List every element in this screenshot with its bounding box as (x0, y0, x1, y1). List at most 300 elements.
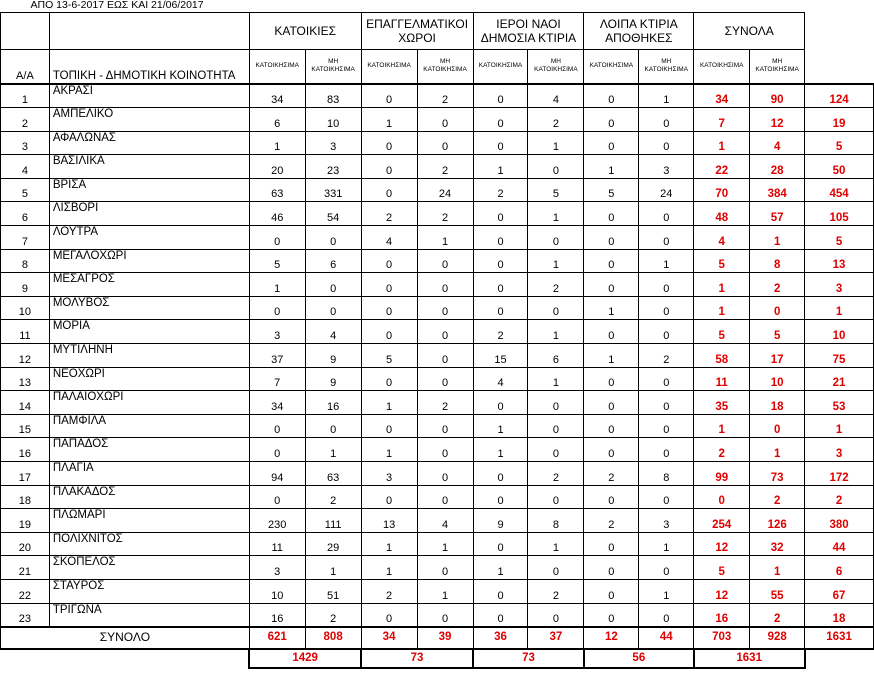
count-cell: 0 (639, 273, 694, 297)
count-cell: 0 (417, 344, 473, 368)
row-number: 23 (1, 603, 50, 627)
subtotal-cell: 4 (750, 131, 805, 155)
row-total-cell: 1 (805, 414, 874, 438)
count-cell: 94 (249, 462, 305, 486)
count-cell: 34 (249, 391, 305, 415)
count-cell: 4 (305, 320, 361, 344)
row-total-cell: 50 (805, 155, 874, 179)
count-cell: 2 (528, 579, 584, 603)
count-cell: 2 (305, 603, 361, 627)
row-number: 5 (1, 178, 50, 202)
subtotal-cell: 2 (750, 485, 805, 509)
count-cell: 0 (584, 249, 639, 273)
subtotal-cell: 5 (694, 320, 750, 344)
count-cell: 0 (249, 414, 305, 438)
community-name: ΜΥΤΙΛΗΝΗ (49, 344, 249, 368)
count-cell: 0 (249, 485, 305, 509)
count-cell: 0 (417, 296, 473, 320)
count-cell: 0 (473, 84, 528, 108)
count-cell: 0 (361, 131, 417, 155)
subtotal-cell: 2 (750, 273, 805, 297)
subtotal-cell: 57 (750, 202, 805, 226)
group-total-cell: 1631 (694, 649, 805, 668)
row-number: 9 (1, 273, 50, 297)
count-cell: 1 (249, 273, 305, 297)
count-cell: 2 (305, 485, 361, 509)
count-cell: 1 (528, 532, 584, 556)
count-cell: 3 (249, 320, 305, 344)
subtotal-cell: 28 (750, 155, 805, 179)
total-count-cell: 12 (584, 627, 639, 649)
community-name: ΠΛΑΚΑΔΟΣ (49, 485, 249, 509)
count-cell: 0 (473, 131, 528, 155)
subtotal-cell: 35 (694, 391, 750, 415)
report-date-range: ΑΠΟ 13-6-2017 ΕΩΣ ΚΑΙ 21/06/2017 (30, 0, 204, 11)
table-row (1, 579, 874, 603)
group-total-cell: 56 (584, 649, 694, 668)
count-cell: 0 (473, 603, 528, 627)
total-count-cell: 34 (361, 627, 417, 649)
count-cell: 1 (639, 579, 694, 603)
count-cell: 10 (249, 579, 305, 603)
count-cell: 29 (305, 532, 361, 556)
count-cell: 1 (584, 296, 639, 320)
count-cell: 0 (584, 202, 639, 226)
count-cell: 0 (528, 603, 584, 627)
column-header-aa: Α/Α (1, 49, 50, 84)
count-cell: 4 (473, 367, 528, 391)
table-row (1, 509, 874, 533)
count-cell: 1 (473, 556, 528, 580)
count-cell: 0 (584, 367, 639, 391)
subheader-inhabited: ΚΑΤΟΙΚΗΣΙΜΑ (249, 49, 305, 84)
count-cell: 1 (584, 155, 639, 179)
table-row (1, 273, 874, 297)
row-number: 3 (1, 131, 50, 155)
table-row (1, 84, 874, 108)
community-name: ΠΛΩΜΑΡΙ (49, 509, 249, 533)
subtotal-cell: 1 (750, 556, 805, 580)
count-cell: 0 (361, 296, 417, 320)
count-cell: 0 (473, 108, 528, 132)
row-total-cell: 18 (805, 603, 874, 627)
subheader-uninhabited: ΜΗ ΚΑΤΟΙΚΗΣΙΜΑ (528, 49, 584, 84)
count-cell: 3 (639, 509, 694, 533)
count-cell: 0 (584, 532, 639, 556)
row-number: 6 (1, 202, 50, 226)
row-total-cell: 3 (805, 438, 874, 462)
row-total-cell: 454 (805, 178, 874, 202)
count-cell: 111 (305, 509, 361, 533)
total-label: ΣΥΝΟΛΟ (1, 627, 250, 649)
count-cell: 0 (249, 296, 305, 320)
total-count-cell: 808 (305, 627, 361, 649)
subheader-inhabited: ΚΑΤΟΙΚΗΣΙΜΑ (361, 49, 417, 84)
total-count-cell: 37 (528, 627, 584, 649)
row-total-cell: 10 (805, 320, 874, 344)
count-cell: 2 (473, 178, 528, 202)
table-row (1, 556, 874, 580)
community-name: ΛΙΣΒΟΡΙ (49, 202, 249, 226)
count-cell: 0 (639, 603, 694, 627)
table-row (1, 320, 874, 344)
count-cell: 0 (584, 556, 639, 580)
row-number: 20 (1, 532, 50, 556)
count-cell: 0 (639, 485, 694, 509)
row-total-cell: 2 (805, 485, 874, 509)
subtotal-cell: 1 (694, 273, 750, 297)
group-header-churches-public: ΙΕΡΟΙ ΝΑΟΙ ΔΗΜΟΣΙΑ ΚΤΙΡΙΑ (473, 12, 584, 49)
subheader-inhabited: ΚΑΤΟΙΚΗΣΙΜΑ (584, 49, 639, 84)
count-cell: 0 (361, 178, 417, 202)
count-cell: 63 (305, 462, 361, 486)
count-cell: 1 (528, 202, 584, 226)
count-cell: 1 (473, 414, 528, 438)
total-count-cell: 36 (473, 627, 528, 649)
count-cell: 2 (528, 108, 584, 132)
count-cell: 2 (639, 344, 694, 368)
row-total-cell: 105 (805, 202, 874, 226)
table-row (1, 249, 874, 273)
community-name: ΠΛΑΓΙΑ (49, 462, 249, 486)
row-number: 22 (1, 579, 50, 603)
subtotal-cell: 1 (694, 296, 750, 320)
count-cell: 1 (305, 556, 361, 580)
count-cell: 4 (417, 509, 473, 533)
row-number: 21 (1, 556, 50, 580)
count-cell: 0 (639, 108, 694, 132)
subtotal-cell: 0 (694, 485, 750, 509)
count-cell: 0 (417, 603, 473, 627)
count-cell: 4 (528, 84, 584, 108)
row-total-cell: 1 (805, 296, 874, 320)
subtotal-cell: 8 (750, 249, 805, 273)
subtotal-cell: 12 (694, 579, 750, 603)
count-cell: 13 (361, 509, 417, 533)
group-total-cell: 73 (473, 649, 584, 668)
community-name: ΠΑΛΑΙΟΧΩΡΙ (49, 391, 249, 415)
subtotal-cell: 1 (694, 131, 750, 155)
count-cell: 0 (361, 84, 417, 108)
subtotal-cell: 384 (750, 178, 805, 202)
subtotal-cell: 58 (694, 344, 750, 368)
count-cell: 6 (305, 249, 361, 273)
count-cell: 2 (361, 579, 417, 603)
count-cell: 0 (584, 391, 639, 415)
count-cell: 1 (361, 556, 417, 580)
count-cell: 2 (528, 273, 584, 297)
row-total-cell: 6 (805, 556, 874, 580)
count-cell: 5 (361, 344, 417, 368)
count-cell: 2 (528, 462, 584, 486)
count-cell: 0 (584, 414, 639, 438)
count-cell: 0 (639, 202, 694, 226)
count-cell: 1 (528, 131, 584, 155)
community-name: ΑΜΠΕΛΙΚΟ (49, 108, 249, 132)
count-cell: 230 (249, 509, 305, 533)
community-name: ΠΑΠΑΔΟΣ (49, 438, 249, 462)
row-number: 15 (1, 414, 50, 438)
row-total-cell: 19 (805, 108, 874, 132)
count-cell: 24 (639, 178, 694, 202)
count-cell: 2 (417, 202, 473, 226)
count-cell: 1 (639, 249, 694, 273)
subtotal-cell: 2 (694, 438, 750, 462)
count-cell: 0 (639, 414, 694, 438)
row-total-cell: 124 (805, 84, 874, 108)
table-row (1, 485, 874, 509)
subtotal-cell: 16 (694, 603, 750, 627)
row-total-cell: 67 (805, 579, 874, 603)
count-cell: 3 (639, 155, 694, 179)
subtotal-cell: 12 (750, 108, 805, 132)
count-cell: 0 (361, 155, 417, 179)
count-cell: 0 (528, 155, 584, 179)
table-row (1, 178, 874, 202)
count-cell: 1 (584, 344, 639, 368)
subheader-uninhabited: ΜΗ ΚΑΤΟΙΚΗΣΙΜΑ (639, 49, 694, 84)
community-name: ΝΕΟΧΩΡΙ (49, 367, 249, 391)
count-cell: 9 (305, 367, 361, 391)
count-cell: 1 (361, 108, 417, 132)
community-name: ΠΟΛΙΧΝΙΤΟΣ (49, 532, 249, 556)
subtotal-cell: 18 (750, 391, 805, 415)
count-cell: 5 (584, 178, 639, 202)
subtotal-cell: 5 (694, 249, 750, 273)
group-total-cell: 1429 (249, 649, 361, 668)
count-cell: 9 (305, 344, 361, 368)
count-cell: 0 (473, 462, 528, 486)
count-cell: 0 (417, 414, 473, 438)
count-cell: 1 (249, 131, 305, 155)
row-number: 16 (1, 438, 50, 462)
count-cell: 1 (528, 367, 584, 391)
count-cell: 0 (361, 320, 417, 344)
subtotal-cell: 55 (750, 579, 805, 603)
count-cell: 3 (249, 556, 305, 580)
count-cell: 1 (639, 84, 694, 108)
row-total-cell: 3 (805, 273, 874, 297)
total-count-cell: 39 (417, 627, 473, 649)
count-cell: 0 (584, 273, 639, 297)
total-subtotal-cell: 928 (750, 627, 805, 649)
table-row (1, 344, 874, 368)
subtotal-cell: 34 (694, 84, 750, 108)
count-cell: 83 (305, 84, 361, 108)
community-name: ΠΑΜΦΙΛΑ (49, 414, 249, 438)
count-cell: 37 (249, 344, 305, 368)
count-cell: 0 (417, 131, 473, 155)
count-cell: 0 (528, 296, 584, 320)
count-cell: 0 (417, 108, 473, 132)
count-cell: 0 (528, 391, 584, 415)
count-cell: 0 (639, 391, 694, 415)
count-cell: 15 (473, 344, 528, 368)
row-total-cell: 21 (805, 367, 874, 391)
count-cell: 8 (639, 462, 694, 486)
count-cell: 0 (473, 579, 528, 603)
count-cell: 0 (361, 249, 417, 273)
count-cell: 0 (305, 414, 361, 438)
count-cell: 23 (305, 155, 361, 179)
count-cell: 2 (473, 320, 528, 344)
count-cell: 0 (249, 226, 305, 250)
count-cell: 9 (473, 509, 528, 533)
count-cell: 46 (249, 202, 305, 226)
row-total-cell: 380 (805, 509, 874, 533)
count-cell: 10 (305, 108, 361, 132)
subtotal-cell: 1 (694, 414, 750, 438)
community-name: ΜΕΣΑΓΡΟΣ (49, 273, 249, 297)
count-cell: 0 (584, 438, 639, 462)
total-count-cell: 44 (639, 627, 694, 649)
community-name: ΜΕΓΑΛΟΧΩΡΙ (49, 249, 249, 273)
count-cell: 1 (528, 320, 584, 344)
count-cell: 0 (305, 296, 361, 320)
count-cell: 2 (361, 202, 417, 226)
count-cell: 4 (361, 226, 417, 250)
row-number: 1 (1, 84, 50, 108)
group-totals-row (1, 649, 874, 668)
count-cell: 1 (361, 438, 417, 462)
community-name: ΤΡΙΓΩΝΑ (49, 603, 249, 627)
row-total-cell: 5 (805, 226, 874, 250)
count-cell: 1 (473, 155, 528, 179)
count-cell: 0 (528, 556, 584, 580)
row-number: 7 (1, 226, 50, 250)
table-row (1, 367, 874, 391)
count-cell: 20 (249, 155, 305, 179)
count-cell: 1 (417, 579, 473, 603)
count-cell: 0 (584, 131, 639, 155)
count-cell: 16 (305, 391, 361, 415)
count-cell: 2 (584, 509, 639, 533)
row-total-cell: 172 (805, 462, 874, 486)
subtotal-cell: 254 (694, 509, 750, 533)
row-number: 11 (1, 320, 50, 344)
community-name: ΣΤΑΥΡΟΣ (49, 579, 249, 603)
community-name: ΑΚΡΑΣΙ (49, 84, 249, 108)
table-row (1, 296, 874, 320)
count-cell: 0 (361, 485, 417, 509)
community-name: ΛΟΥΤΡΑ (49, 226, 249, 250)
table-row (1, 226, 874, 250)
count-cell: 0 (249, 438, 305, 462)
count-cell: 54 (305, 202, 361, 226)
table-row (1, 202, 874, 226)
subtotal-cell: 7 (694, 108, 750, 132)
table-row (1, 155, 874, 179)
count-cell: 0 (473, 391, 528, 415)
row-number: 14 (1, 391, 50, 415)
count-cell: 0 (584, 485, 639, 509)
subtotal-cell: 126 (750, 509, 805, 533)
count-cell: 1 (361, 391, 417, 415)
subtotal-cell: 90 (750, 84, 805, 108)
subtotal-cell: 0 (750, 414, 805, 438)
count-cell: 0 (528, 414, 584, 438)
count-cell: 0 (584, 108, 639, 132)
count-cell: 0 (417, 320, 473, 344)
subtotal-cell: 11 (694, 367, 750, 391)
row-number: 8 (1, 249, 50, 273)
subheader-inhabited: ΚΑΤΟΙΚΗΣΙΜΑ (473, 49, 528, 84)
count-cell: 0 (473, 532, 528, 556)
count-cell: 0 (473, 296, 528, 320)
subheader-uninhabited: ΜΗ ΚΑΤΟΙΚΗΣΙΜΑ (750, 49, 805, 84)
subtotal-cell: 22 (694, 155, 750, 179)
count-cell: 0 (639, 131, 694, 155)
count-cell: 3 (305, 131, 361, 155)
count-cell: 1 (361, 532, 417, 556)
count-cell: 0 (639, 367, 694, 391)
subtotal-cell: 12 (694, 532, 750, 556)
group-header-professional-spaces: ΕΠΑΓΓΕΛΜΑΤΙΚΟΙ ΧΩΡΟΙ (361, 12, 473, 49)
count-cell: 0 (584, 320, 639, 344)
row-number: 19 (1, 509, 50, 533)
subtotal-cell: 1 (750, 438, 805, 462)
subtotal-cell: 0 (750, 296, 805, 320)
count-cell: 0 (417, 273, 473, 297)
subtotal-cell: 5 (750, 320, 805, 344)
group-header-totals: ΣΥΝΟΛΑ (694, 12, 805, 49)
count-cell: 0 (473, 249, 528, 273)
count-cell: 0 (417, 438, 473, 462)
subtotal-cell: 70 (694, 178, 750, 202)
count-cell: 16 (249, 603, 305, 627)
count-cell: 2 (417, 155, 473, 179)
community-name: ΒΑΣΙΛΙΚΑ (49, 155, 249, 179)
table-row (1, 131, 874, 155)
count-cell: 6 (249, 108, 305, 132)
community-name: ΜΟΛΥΒΟΣ (49, 296, 249, 320)
column-header-community: ΤΟΠΙΚΗ - ΔΗΜΟΤΙΚΗ ΚΟΙΝΟΤΗΤΑ (49, 49, 249, 84)
count-cell: 1 (473, 438, 528, 462)
group-header-residences: ΚΑΤΟΙΚΙΕΣ (249, 12, 361, 49)
subheader-inhabited: ΚΑΤΟΙΚΗΣΙΜΑ (694, 49, 750, 84)
row-total-cell: 53 (805, 391, 874, 415)
table-row (1, 462, 874, 486)
count-cell: 0 (584, 226, 639, 250)
total-count-cell: 621 (249, 627, 305, 649)
count-cell: 0 (305, 226, 361, 250)
subtotal-cell: 4 (694, 226, 750, 250)
count-cell: 0 (473, 202, 528, 226)
community-name: ΒΡΙΣΑ (49, 178, 249, 202)
table-row (1, 438, 874, 462)
subtotal-cell: 32 (750, 532, 805, 556)
row-number: 10 (1, 296, 50, 320)
count-cell: 8 (528, 509, 584, 533)
count-cell: 0 (417, 556, 473, 580)
group-header-other-warehouses: ΛΟΙΠΑ ΚΤΙΡΙΑ ΑΠΟΘΗΚΕΣ (584, 12, 694, 49)
count-cell: 7 (249, 367, 305, 391)
subtotal-cell: 2 (750, 603, 805, 627)
table-row (1, 532, 874, 556)
subtotal-cell: 1 (750, 226, 805, 250)
community-name: ΣΚΟΠΕΛΟΣ (49, 556, 249, 580)
count-cell: 0 (639, 226, 694, 250)
count-cell: 1 (417, 532, 473, 556)
subheader-uninhabited: ΜΗ ΚΑΤΟΙΚΗΣΙΜΑ (305, 49, 361, 84)
row-number: 4 (1, 155, 50, 179)
count-cell: 1 (305, 438, 361, 462)
group-total-cell: 73 (361, 649, 473, 668)
count-cell: 0 (584, 579, 639, 603)
subtotal-cell: 5 (694, 556, 750, 580)
count-cell: 0 (639, 320, 694, 344)
community-name: ΑΦΑΛΩΝΑΣ (49, 131, 249, 155)
